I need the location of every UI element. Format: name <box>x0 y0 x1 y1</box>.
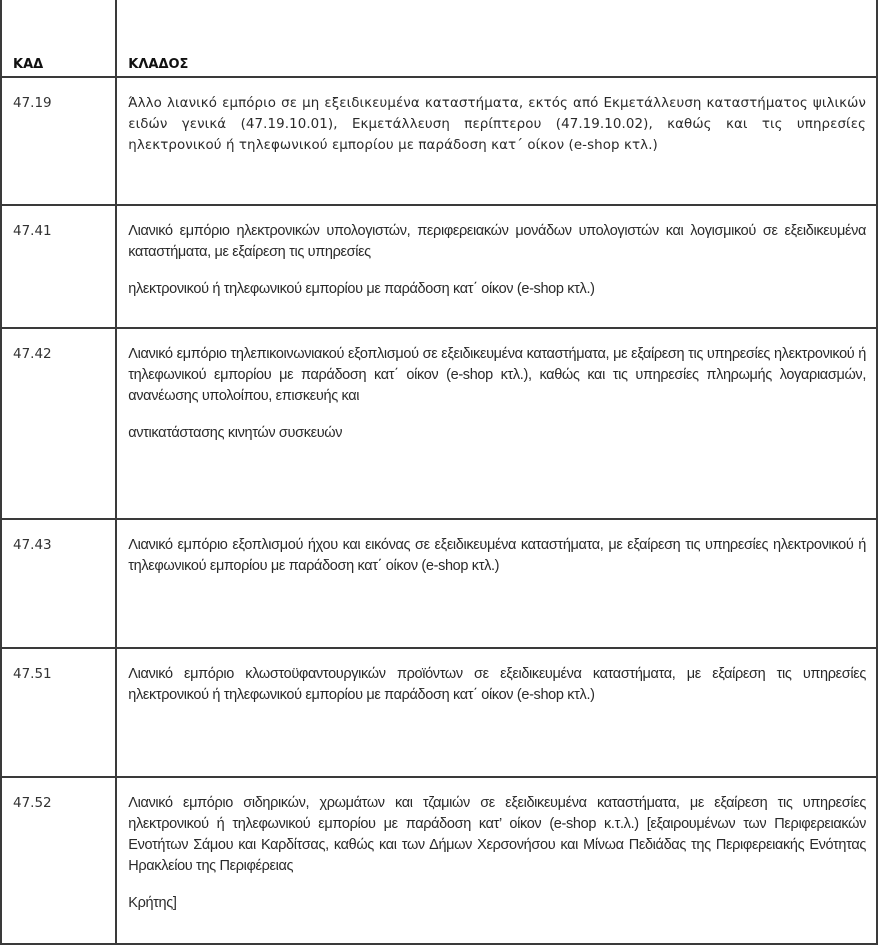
sector-cell <box>116 648 877 777</box>
sector-cell <box>116 77 877 205</box>
code-cell <box>1 519 116 648</box>
header-sector-label: ΚΛΑΔΟΣ <box>128 57 189 72</box>
kad-code: 47.41 <box>13 223 52 239</box>
sector-cell <box>116 205 877 328</box>
sector-paragraph: Λιανικό εμπόριο κλωστοϋφαντουργικών προϊόντων σε εξειδικευμένα καταστήματα, με εξαίρεση τις υπηρεσίες ηλεκτρονικού ή τηλεφωνικού εμπορίου με παράδοση κατ΄ οίκον (e-shop κτλ.) <box>128 666 866 703</box>
table-row <box>1 777 877 944</box>
header-code-label: ΚΑΔ <box>13 57 44 72</box>
sector-paragraph: ηλεκτρονικού ή τηλεφωνικού εμπορίου με παράδοση κατ΄ οίκον (e-shop κτλ.) <box>128 281 595 297</box>
sector-description <box>117 206 876 300</box>
sector-paragraph: Λιανικό εμπόριο ηλεκτρονικών υπολογιστών, περιφερειακών μονάδων υπολογιστών και λογισμικού σε εξειδικευμένα καταστήματα, με εξαίρεση τις υπηρεσίες <box>128 223 866 260</box>
sector-description <box>117 649 876 706</box>
kad-code: 47.51 <box>13 666 52 682</box>
sector-paragraph: Λιανικό εμπόριο εξοπλισμού ήχου και εικόνας σε εξειδικευμένα καταστήματα, με εξαίρεση τις υπηρεσίες ηλεκτρονικού ή τηλεφωνικού εμπορίου με παράδοση κατ΄ οίκον (e-shop κτλ.) <box>128 537 866 574</box>
sector-paragraph: Λιανικό εμπόριο τηλεπικοινωνιακού εξοπλισμού σε εξειδικευμένα καταστήματα, με εξαίρεση τις υπηρεσίες ηλεκτρονικού ή τηλεφωνικού εμπορίου με παράδοση κατ΄ οίκον (e-shop κτλ.), καθώς και τις υπηρεσίες πληρωμής λογαριασμών, ανανέωσης υπολοίπου, επισκευής και <box>128 346 866 404</box>
sector-cell <box>116 328 877 519</box>
header-cell-code <box>1 0 116 77</box>
sector-cell <box>116 777 877 944</box>
sector-description <box>117 778 876 914</box>
table-row <box>1 205 877 328</box>
sector-paragraph: Κρήτης] <box>128 895 177 911</box>
header-cell-sector <box>116 0 877 77</box>
code-cell <box>1 77 116 205</box>
sector-paragraph: αντικατάστασης κινητών συσκευών <box>128 425 343 441</box>
sector-description <box>117 78 876 156</box>
kad-code: 47.43 <box>13 537 52 553</box>
table-header-row <box>1 0 877 77</box>
sector-paragraph: Λιανικό εμπόριο σιδηρικών, χρωμάτων και τζαμιών σε εξειδικευμένα καταστήματα, με εξαίρεση τις υπηρεσίες ηλεκτρονικού ή τηλεφωνικού εμπορίου με παράδοση κατ’ οίκον (e-shop κ.τ.λ.) [εξαιρουμένων των Περιφερειακών Ενοτήτων Σάμου και Καρδίτσας, καθώς και των Δήμων Χερσονήσου και Μίνωα Πεδιάδας της Περιφερειακής Ενότητας Ηρακλείου της Περιφέρειας <box>128 795 866 874</box>
sector-cell <box>116 519 877 648</box>
sector-description <box>117 520 876 577</box>
code-cell <box>1 648 116 777</box>
sector-paragraph: Άλλο λιανικό εμπόριο σε μη εξειδικευμένα καταστήματα, εκτός από Εκμετάλλευση καταστήματος ψιλικών ειδών γενικά (47.19.10.01), Εκμετάλλευση περίπτερου (47.19.10.02), καθώς και τις υπηρεσίες ηλεκτρονικού ή τηλεφωνικού εμπορίου με παράδοση κατ΄ οίκον (e-shop κτλ.) <box>128 96 866 153</box>
table-row <box>1 519 877 648</box>
table-row <box>1 77 877 205</box>
sector-description <box>117 329 876 444</box>
kad-code: 47.42 <box>13 346 52 362</box>
code-cell <box>1 777 116 944</box>
table-row <box>1 328 877 519</box>
code-cell <box>1 205 116 328</box>
table-row <box>1 648 877 777</box>
kad-code: 47.52 <box>13 795 52 811</box>
kad-code: 47.19 <box>13 95 52 111</box>
code-cell <box>1 328 116 519</box>
